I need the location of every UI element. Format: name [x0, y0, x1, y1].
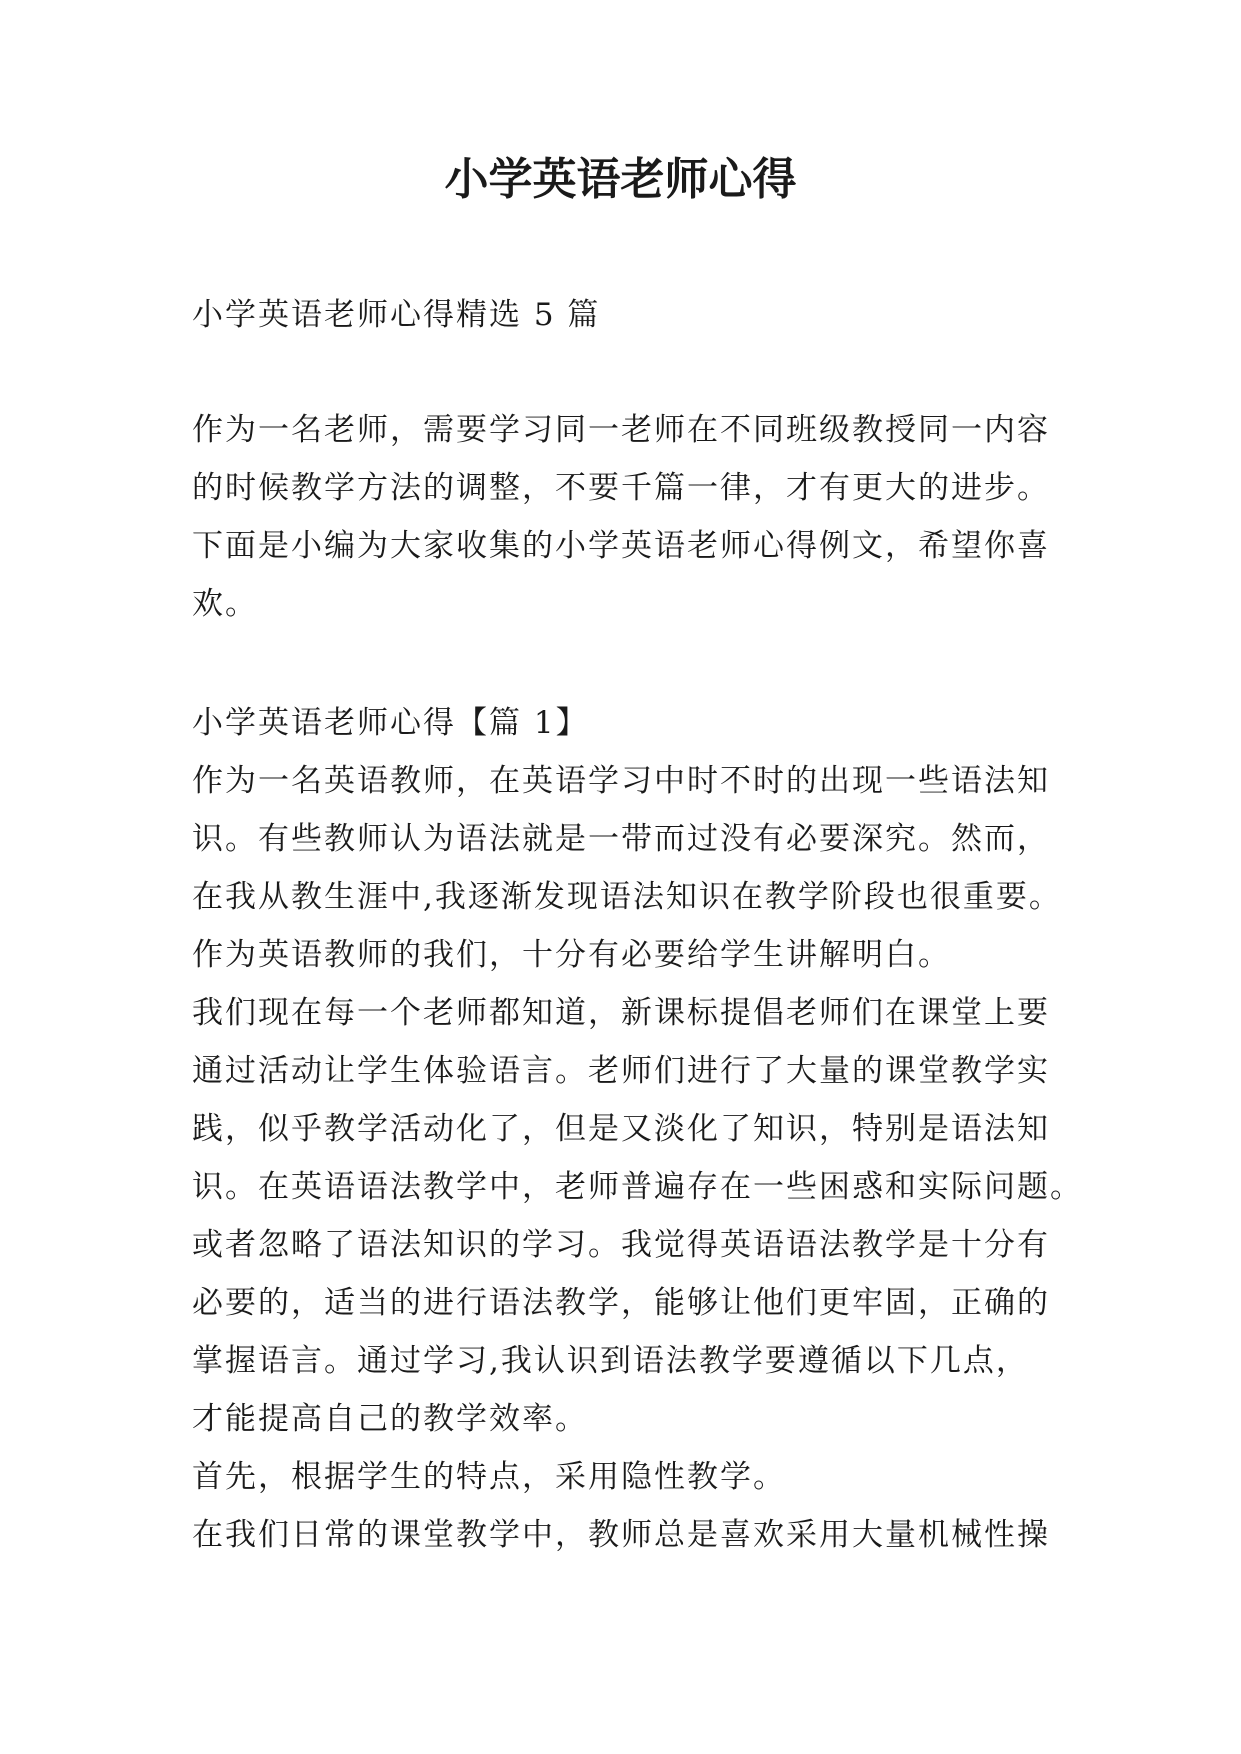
body-line: 作为一名英语教师，在英语学习中时不时的出现一些语法知	[192, 763, 1050, 799]
body-line: 或者忽略了语法知识的学习。我觉得英语语法教学是十分有	[192, 1227, 1050, 1263]
body-line: 我们现在每一个老师都知道，新课标提倡老师们在课堂上要	[192, 995, 1050, 1031]
intro-line: 作为一名老师，需要学习同一老师在不同班级教授同一内容	[192, 412, 1050, 448]
intro-paragraph	[192, 401, 1072, 633]
document-subtitle	[192, 286, 1072, 344]
body-line: 在我从教生涯中,我逐渐发现语法知识在教学阶段也很重要。	[192, 879, 1062, 915]
body-line: 才能提高自己的教学效率。	[192, 1401, 588, 1437]
intro-line: 下面是小编为大家收集的小学英语老师心得例文，希望你喜	[192, 528, 1050, 564]
body-line: 作为英语教师的我们，十分有必要给学生讲解明白。	[192, 937, 951, 973]
section-heading: 小学英语老师心得【篇 1】	[192, 705, 589, 741]
body-line: 识。有些教师认为语法就是一带而过没有必要深究。然而，	[192, 821, 1050, 857]
body-line: 践，似乎教学活动化了，但是又淡化了知识，特别是语法知	[192, 1111, 1050, 1147]
document-title: 小学英语老师心得	[444, 154, 797, 205]
intro-line: 的时候教学方法的调整，不要千篇一律，才有更大的进步。	[192, 470, 1050, 506]
intro-line: 欢。	[192, 586, 258, 622]
section-1	[192, 694, 1083, 1564]
body-line: 必要的，适当的进行语法教学，能够让他们更牢固，正确的	[192, 1285, 1050, 1321]
subtitle-line: 小学英语老师心得精选 5 篇	[192, 297, 601, 333]
body-line: 识。在英语语法教学中，老师普遍存在一些困惑和实际问题。	[192, 1169, 1083, 1205]
body-line: 掌握语言。通过学习,我认识到语法教学要遵循以下几点，	[192, 1343, 1029, 1379]
body-line: 通过活动让学生体验语言。老师们进行了大量的课堂教学实	[192, 1053, 1050, 1089]
body-line: 在我们日常的课堂教学中，教师总是喜欢采用大量机械性操	[192, 1517, 1050, 1553]
body-line: 首先，根据学生的特点，采用隐性教学。	[192, 1459, 786, 1495]
